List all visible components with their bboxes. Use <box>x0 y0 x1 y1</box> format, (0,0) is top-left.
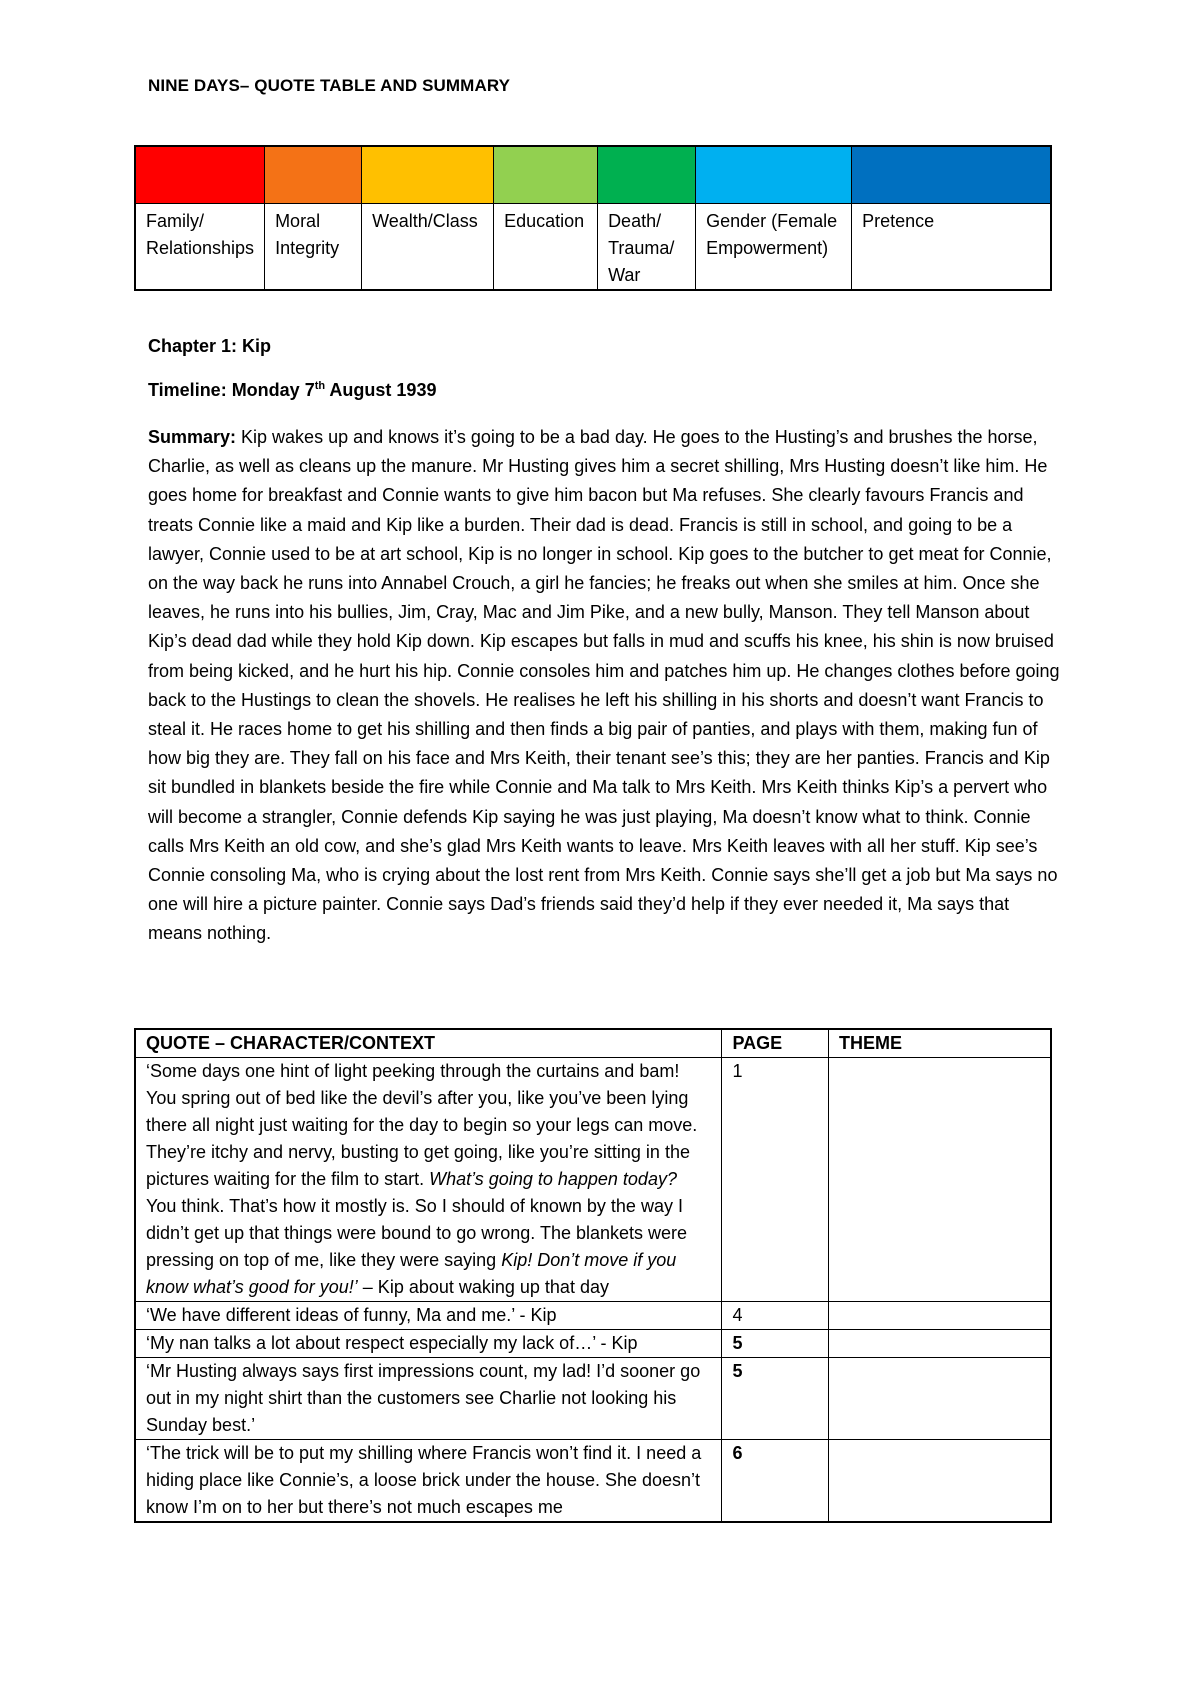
timeline-label: Timeline: Monday 7 <box>148 380 315 400</box>
quote-context: – Kip about waking up that day <box>357 1277 609 1297</box>
swatch-gender <box>696 146 852 204</box>
timeline-date-rest: August 1939 <box>325 380 437 400</box>
quote-italic: What’s going to happen today? <box>429 1169 677 1189</box>
page-cell: 5 <box>722 1358 829 1440</box>
chapter-heading: Chapter 1: Kip <box>148 336 272 356</box>
theme-cell <box>829 1358 1051 1440</box>
quote-cell <box>135 1058 722 1302</box>
theme-cell <box>829 1058 1051 1302</box>
swatch-pretence <box>852 146 1051 204</box>
quote-cell: ‘The trick will be to put my shilling where Francis won’t find it. I need a hiding place like Connie’s, a loose brick under the house. She doesn’t know I’m on to her but there’s not much escapes me <box>135 1440 722 1523</box>
table-row <box>135 1058 1051 1302</box>
document-title: NINE DAYS– QUOTE TABLE AND SUMMARY <box>148 76 511 95</box>
header-page: PAGE <box>722 1029 829 1058</box>
summary-label: Summary: <box>148 427 237 447</box>
table-row <box>135 1440 1051 1523</box>
theme-cell <box>829 1440 1051 1523</box>
swatch-education <box>494 146 598 204</box>
timeline-heading <box>148 380 1064 401</box>
table-row <box>135 1330 1051 1358</box>
theme-label: Wealth/Class <box>362 204 494 291</box>
swatch-moral-integrity <box>265 146 362 204</box>
summary-text: Kip wakes up and knows it’s going to be a bad day. He goes to the Husting’s and brushes the horse, Charlie, as well as cleans up the manure. Mr Husting gives him a secret shilling, Mrs Husting doesn’t like him. He goes home for breakfast and Connie wants to give him bacon but Ma refuses. She clearly favours Francis and treats Connie like a maid and Kip like a burden. Their dad is dead. Francis is still in school, and going to be a lawyer, Connie used to be at art school, Kip is no longer in school. Kip goes to the butcher to get meat for Connie, on the way back he runs into Annabel Crouch, a girl he fancies; he freaks out when she smiles at him. Once she leaves, he runs into his bullies, Jim, Cray, Mac and Jim Pike, and a new bully, Manson. They tell Manson about Kip’s dead dad while they hold Kip down. Kip escapes but falls in mud and scuffs his knee, his shin is now bruised from being kicked, and he hurt his hip. Connie consoles him and patches him up. He changes clothes before going back to the Hustings to clean the shovels. He realises he left his shilling in his shorts and doesn’t want Francis to steal it. He races home to get his shilling and then finds a big pair of panties, and plays with them, making fun of how big they are. They fall on his face and Mrs Keith, their tenant see’s this; they are her panties. Francis and Kip sit bundled in blankets beside the fire while Connie and Ma talk to Mrs Keith. Mrs Keith thinks Kip’s a pervert who will become a strangler, Connie defends Kip saying he was just playing, Ma doesn’t know what to think. Connie calls Mrs Keith an old cow, and she’s glad Mrs Keith wants to leave. Mrs Keith leaves with all her stuff. Kip see’s Connie consoling Ma, who is crying about the lost rent from Mrs Keith. Connie says she’ll get a job but Ma says no one will hire a picture painter. Connie says Dad’s friends said they’d help if they ever needed it, Ma says that means nothing. <box>148 427 1060 944</box>
swatch-family-relationships <box>135 146 265 204</box>
theme-cell <box>829 1302 1051 1330</box>
swatch-wealth-class <box>362 146 494 204</box>
quote-cell: ‘My nan talks a lot about respect especially my lack of…’ - Kip <box>135 1330 722 1358</box>
page-cell: 6 <box>722 1440 829 1523</box>
theme-label: Death/ Trauma/ War <box>598 204 696 291</box>
theme-label: Moral Integrity <box>265 204 362 291</box>
quote-text: ‘Some days one hint of light peeking through the curtains and bam! You spring out of bed like the devil’s after you, like you’ve been lying there all night just waiting for the day to begin so your legs can move. They’re itchy and nervy, busting to get going, like you’re sitting in the pictures waiting for the film to start. <box>146 1061 698 1189</box>
quote-cell: ‘Mr Husting always says first impressions count, my lad! I’d sooner go out in my night shirt than the customers see Charlie not looking his Sunday best.’ <box>135 1358 722 1440</box>
page-cell: 4 <box>722 1302 829 1330</box>
theme-cell <box>829 1330 1051 1358</box>
theme-color-key-table <box>134 145 1052 291</box>
quote-italic: Kip! Don’t move if you know what’s good for you!’ <box>146 1250 677 1297</box>
theme-label: Education <box>494 204 598 291</box>
timeline-superscript: th <box>314 380 326 392</box>
swatch-death-trauma-war <box>598 146 696 204</box>
page-cell: 1 <box>722 1058 829 1302</box>
table-row <box>135 1302 1051 1330</box>
quote-cell: ‘We have different ideas of funny, Ma and me.’ - Kip <box>135 1302 722 1330</box>
theme-swatch-row <box>135 146 1051 204</box>
theme-label: Pretence <box>852 204 1051 291</box>
header-theme: THEME <box>829 1029 1051 1058</box>
quote-table <box>134 1028 1052 1523</box>
theme-label: Gender (Female Empowerment) <box>696 204 852 291</box>
quote-table-header <box>135 1029 1051 1058</box>
chapter-summary <box>148 423 1064 949</box>
table-row <box>135 1358 1051 1440</box>
theme-label-row <box>135 204 1051 291</box>
theme-label: Family/ Relationships <box>135 204 265 291</box>
page-cell: 5 <box>722 1330 829 1358</box>
header-quote: QUOTE – CHARACTER/CONTEXT <box>135 1029 722 1058</box>
quote-text: You think. That’s how it mostly is. So I should of known by the way I didn’t get up that things were bound to go wrong. The blankets were pressing on top of me, like they were saying <box>146 1196 688 1270</box>
